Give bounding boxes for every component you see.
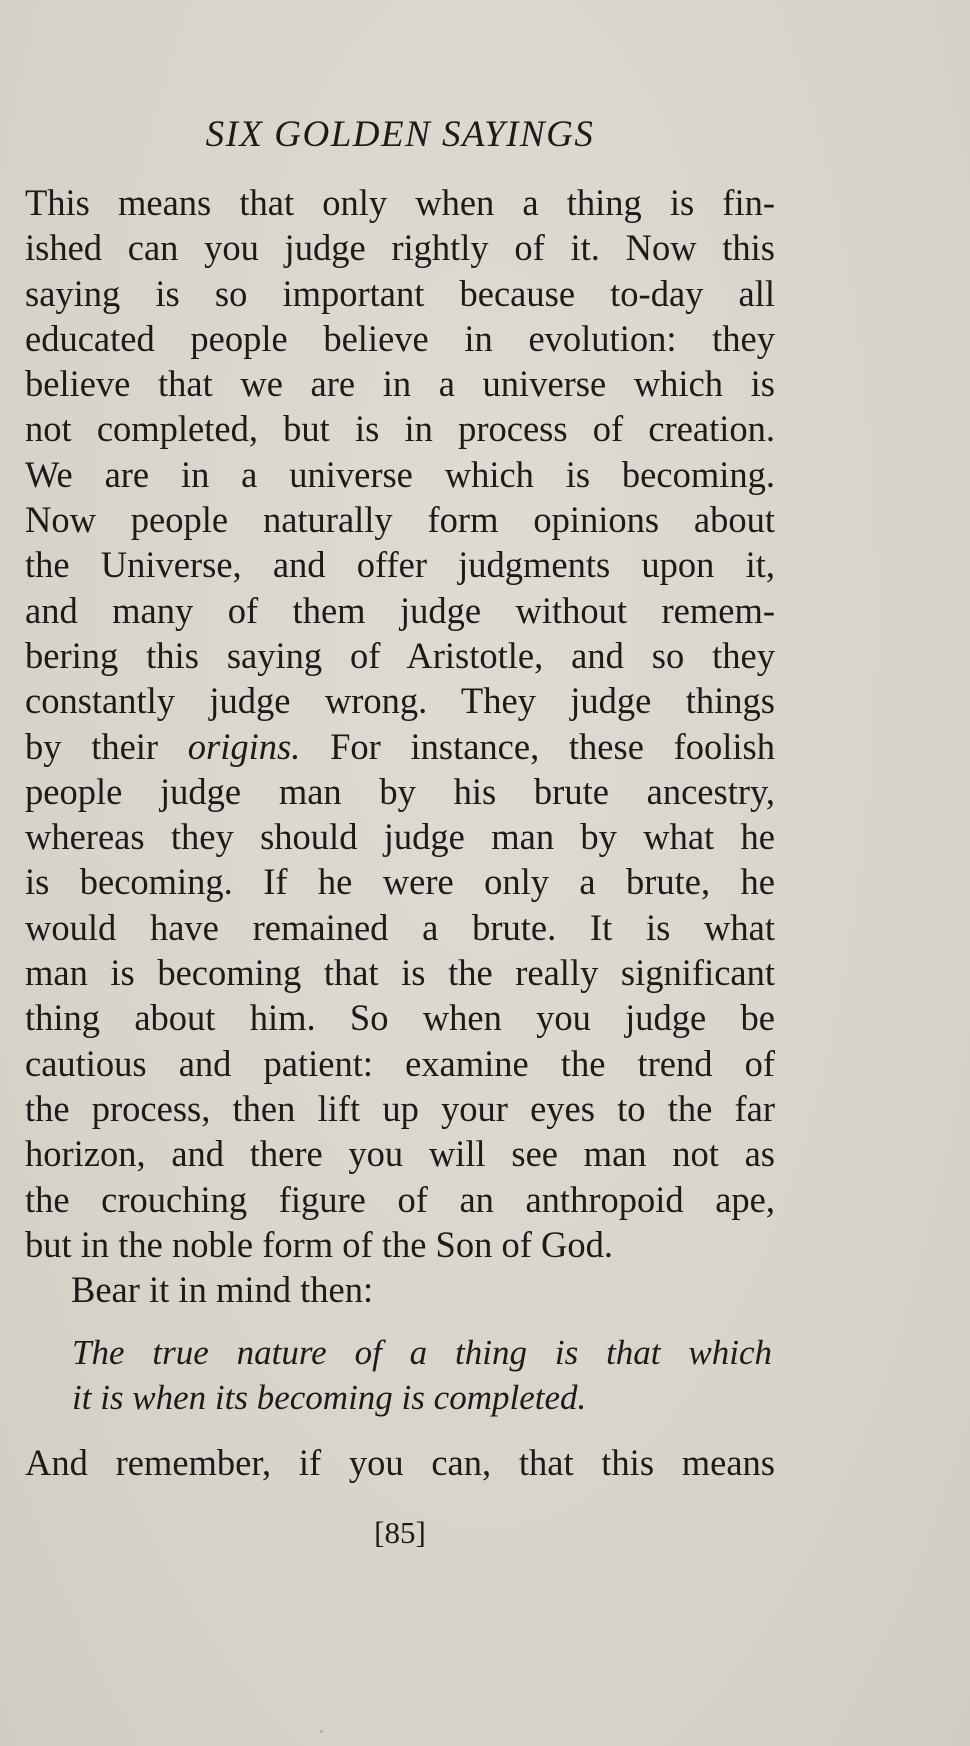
body-line: cautious and patient: examine the trend of bbox=[25, 1042, 775, 1084]
body-line: would have remained a brute. It is what bbox=[25, 906, 775, 948]
origins-italic: origins. bbox=[187, 725, 301, 767]
body-line: people judge man by his brute ancestry, bbox=[25, 770, 775, 812]
body-line: the Universe, and offer judgments upon it, bbox=[25, 544, 775, 586]
body-line: is becoming. If he were only a brute, he bbox=[25, 861, 775, 903]
body-line: and many of them judge without remem- bbox=[25, 589, 775, 631]
body-line: not completed, but is in process of creation. bbox=[25, 408, 775, 450]
body-line: horizon, and there you will see man not as bbox=[25, 1133, 775, 1175]
body-line: believe that we are in a universe which is bbox=[25, 363, 775, 405]
origins-before: by their bbox=[25, 725, 188, 767]
paper-speck bbox=[320, 1730, 323, 1733]
origins-after: For instance, these foolish bbox=[300, 725, 775, 767]
quote-line: The true nature of a thing is that which bbox=[72, 1333, 772, 1372]
body-line: bering this saying of Aristotle, and so they bbox=[25, 634, 775, 676]
lead-in-line: Bear it in mind then: bbox=[71, 1269, 374, 1311]
closing-paragraph bbox=[25, 1440, 775, 1485]
body-line: whereas they should judge man by what he bbox=[25, 816, 775, 858]
closing-line: And remember, if you can, that this means bbox=[25, 1442, 775, 1483]
body-line: saying is so important because to-day all bbox=[25, 272, 775, 314]
body-line: educated people believe in evolution: they bbox=[25, 317, 775, 359]
body-line: the crouching figure of an anthropoid ape, bbox=[25, 1178, 775, 1220]
body-line: constantly judge wrong. They judge things bbox=[25, 680, 775, 722]
body-line: ished can you judge rightly of it. Now this bbox=[25, 227, 775, 269]
body-line: We are in a universe which is becoming. bbox=[25, 453, 775, 495]
body-line: This means that only when a thing is fin- bbox=[25, 182, 775, 223]
body-line: the process, then lift up your eyes to the far bbox=[25, 1087, 775, 1129]
body-line: man is becoming that is the really significant bbox=[25, 952, 775, 994]
body-line-origins bbox=[25, 724, 775, 769]
body-line: Now people naturally form opinions about bbox=[25, 499, 775, 541]
running-head: SIX GOLDEN SAYINGS bbox=[205, 114, 595, 155]
block-quote bbox=[72, 1330, 772, 1420]
body-line: thing about him. So when you judge be bbox=[25, 997, 775, 1039]
body-paragraph bbox=[25, 180, 775, 1312]
page-number: [85] bbox=[374, 1515, 426, 1550]
quote-line: it is when its becoming is completed. bbox=[72, 1378, 587, 1417]
body-line: but in the noble form of the Son of God. bbox=[25, 1223, 613, 1265]
